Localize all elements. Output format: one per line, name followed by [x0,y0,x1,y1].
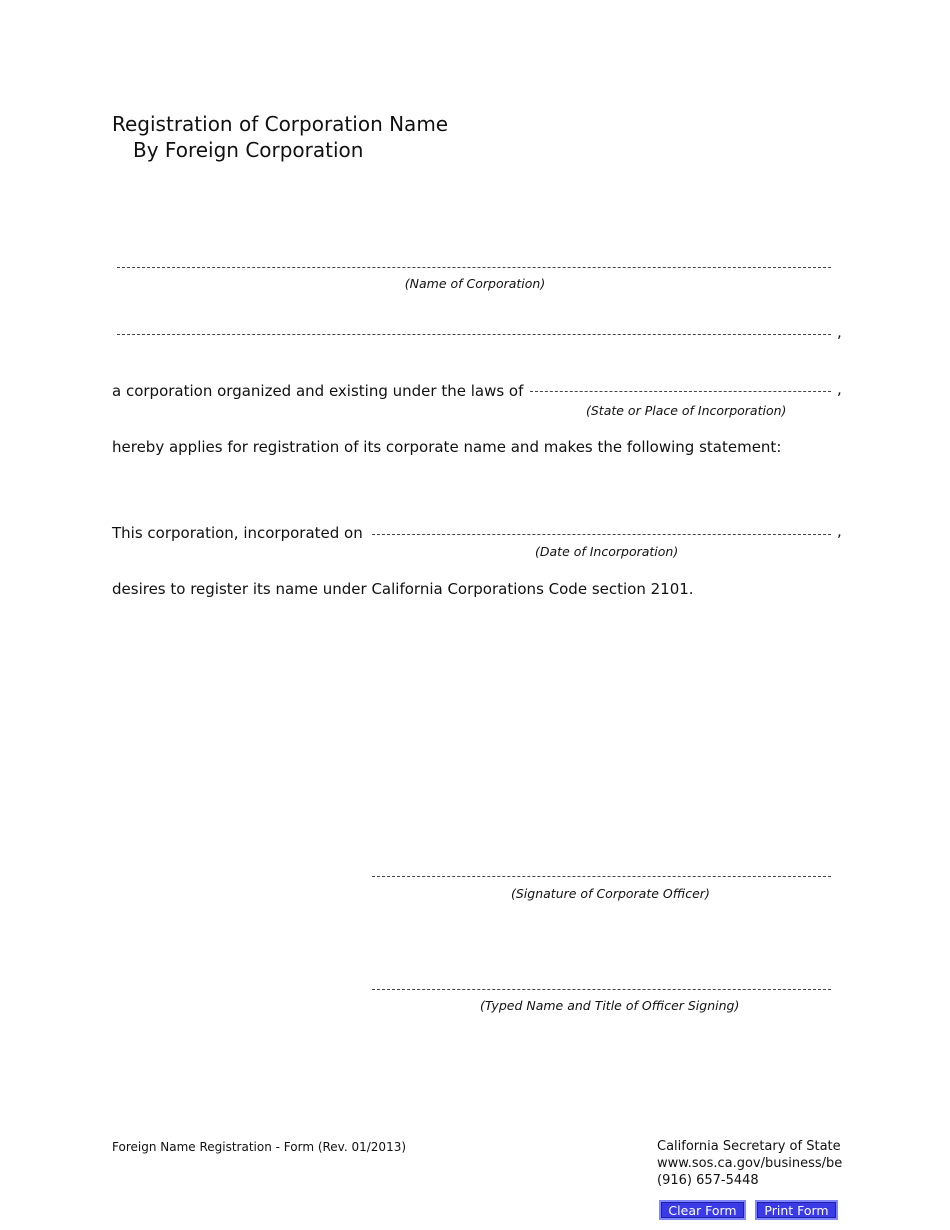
form-subtitle: By Foreign Corporation [133,138,364,162]
date-of-incorporation-field[interactable] [372,533,831,535]
print-form-button[interactable]: Print Form [755,1200,838,1220]
name-of-corporation-caption: (Name of Corporation) [404,276,546,291]
signature-caption: (Signature of Corporate Officer) [511,886,710,901]
name-of-corporation-line-2-field[interactable] [117,333,831,335]
desires-text: desires to register its name under California Corporations Code section 2101. [112,580,694,598]
typed-name-caption: (Typed Name and Title of Officer Signing) [480,998,740,1013]
comma: , [837,380,842,398]
agency-phone: (916) 657-5448 [657,1173,759,1188]
state-of-incorporation-field[interactable] [530,390,831,392]
comma: , [837,323,842,341]
applies-text: hereby applies for registration of its corporate name and makes the following statement: [112,438,782,456]
name-of-corporation-field[interactable] [117,266,831,268]
form-revision: Foreign Name Registration - Form (Rev. 01/2013) [112,1140,407,1154]
agency-website: www.sos.ca.gov/business/be [657,1156,843,1171]
state-caption: (State or Place of Incorporation) [586,403,787,418]
comma: , [837,522,842,540]
incorporated-text: This corporation, incorporated on [112,524,363,542]
agency-name: California Secretary of State [657,1139,841,1154]
date-caption: (Date of Incorporation) [535,544,679,559]
signature-field[interactable] [372,875,831,877]
typed-name-field[interactable] [372,988,831,990]
organized-text: a corporation organized and existing under the laws of [112,382,524,400]
clear-form-button[interactable]: Clear Form [659,1200,746,1220]
form-title: Registration of Corporation Name [112,112,449,136]
